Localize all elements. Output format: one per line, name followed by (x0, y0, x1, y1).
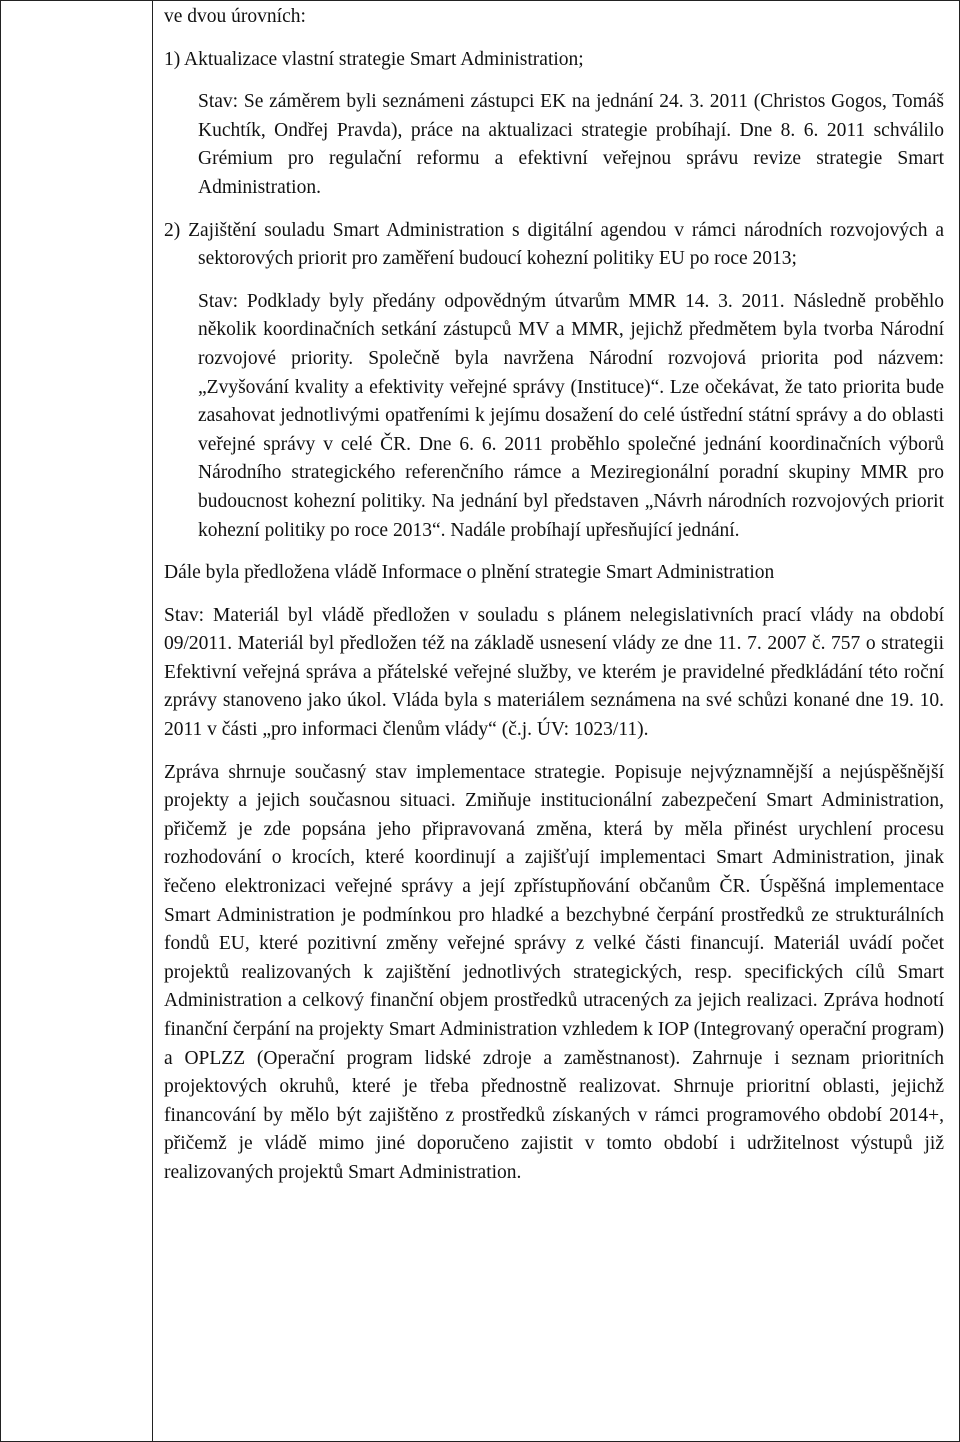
item-1: 1) Aktualizace vlastní strategie Smart Administration; (164, 48, 584, 70)
intro-text: ve dvou úrovních: (164, 6, 306, 27)
left-column-cell (1, 1, 153, 1441)
info-line: Dále byla předložena vládě Informace o plnění strategie Smart Administration (164, 562, 775, 584)
document-content (164, 0, 944, 1188)
item-2: 2) Zajištění souladu Smart Administration s digitální agendou v rámci národních rozvojových a sektorových priorit pro zaměření budoucí kohezní politiky EU po roce 2013; (164, 219, 944, 270)
status-3: Stav: Materiál byl vládě předložen v souladu s plánem nelegislativních prací vlády na období 09/2011. Materiál byl předložen též na základě usnesení vlády ze dne 11. 7. 2007 č. 757 o strategii Efektivní veřejná správa a přátelské veřejné služby, ve kterém je pravidelné předkládání této roční zprávy stanoveno jako úkol. Vláda byla s materiálem seznámena na své schůzi konané dne 19. 10. 2011 v části „pro informaci členům vlády“ (č.j. ÚV: 1023/11). (164, 604, 944, 741)
status-1: Stav: Se záměrem byli seznámeni zástupci EK na jednání 24. 3. 2011 (Christos Gogos, Tomáš Kuchtík, Ondřej Pravda), práce na aktualizaci strategie probíhají. Dne 8. 6. 2011 schválilo Grémium pro regulační reformu a efektivní veřejnou správu revize strategie Smart Administration. (198, 91, 944, 198)
summary-paragraph: Zpráva shrnuje současný stav implementace strategie. Popisuje nejvýznamnější a nejúspěšnější projekty a jejich současnou situaci. Zmiňuje institucionální zabezpečení Smart Administration, přičemž je zde popsána jeho připravovaná změna, která by měla přinést urychlení procesu rozhodování o krocích, které koordinují a zajišťují implementaci Smart Administration, jinak řečeno elektronizaci veřejné správy a její zpřístupňování občanům ČR. Úspěšná implementace Smart Administration je podmínkou pro hladké a bezchybné čerpání prostředků ze strukturálních fondů EU, které pozitivní změny veřejné správy z velké části financují. Materiál uvádí počet projektů realizovaných k zajištění jednotlivých strategických, resp. specifických cílů Smart Administration a celkový finanční objem prostředků utracených za jejich realizaci. Zpráva hodnotí finanční čerpání na projekty Smart Administration vzhledem k IOP (Integrovaný operační program) a OPLZZ (Operační program lidské zdroje a zaměstnanost). Zahrnuje i seznam prioritních projektových okruhů, které je třeba přednostně realizovat. Shrnuje prioritní oblasti, jejichž financování by mělo být zajištěno z prostředků získaných v rámci programového období 2014+, přičemž je vládě mimo jiné doporučeno zajistit v tomto období i udržitelnost výstupů již realizovaných projektů Smart Administration. (164, 761, 944, 1183)
status-2: Stav: Podklady byly předány odpovědným útvarům MMR 14. 3. 2011. Následně proběhlo několik koordinačních setkání zástupců MV a MMR, jejichž předmětem byla tvorba Národní rozvojové priority. Společně byla navržena Národní rozvojová priorita pod názvem: „Zvyšování kvality a efektivity veřejné správy (Instituce)“. Lze očekávat, že tato priorita bude zasahovat jednotlivými opatřeními k jejímu dosažení do celé ústřední státní správy a do oblasti veřejné správy v celé ČR. Dne 6. 6. 2011 proběhlo společné jednání koordinačních výborů Národního strategického referenčního rámce a Meziregionální poradní skupiny MMR pro budoucnost kohezní politiky. Na jednání byl představen „Návrh národních rozvojových priorit kohezní politiky po roce 2013“. Nadále probíhají upřesňující jednání. (198, 290, 944, 541)
